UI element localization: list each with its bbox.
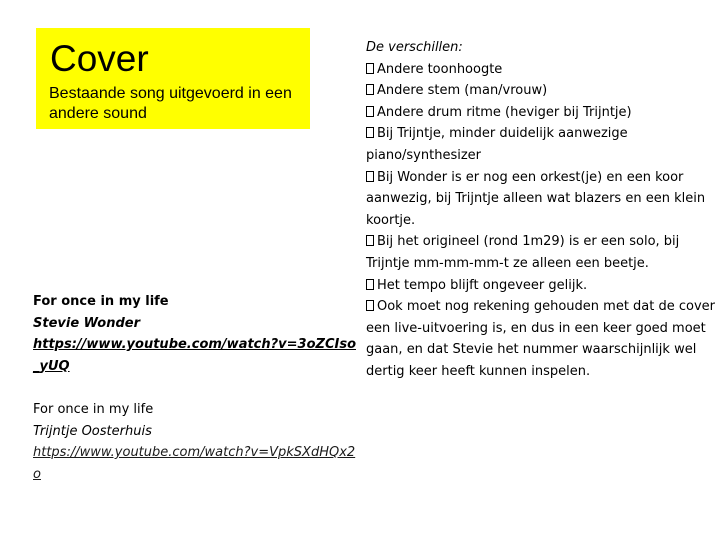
difference-text: Andere drum ritme (heviger bij Trijntje) — [377, 104, 632, 120]
missing-glyph-box-icon — [366, 106, 374, 117]
differences-items — [366, 59, 716, 383]
youtube-link[interactable]: https://www.youtube.com/watch?v=VpkSXdHQx2o — [33, 445, 356, 482]
missing-glyph-box-icon — [366, 127, 374, 138]
differences-heading: De verschillen: — [366, 40, 463, 55]
song-title: For once in my life — [33, 402, 154, 417]
difference-item — [366, 102, 716, 124]
difference-item — [366, 275, 716, 297]
song-entry-trijntje-oosterhuis — [33, 399, 363, 485]
difference-item — [366, 59, 716, 81]
cover-subtitle: Bestaande song uitgevoerd in een andere sound — [49, 85, 292, 122]
cover-box — [36, 28, 310, 129]
difference-item — [366, 80, 716, 102]
difference-item — [366, 231, 716, 274]
missing-glyph-box-icon — [366, 171, 374, 182]
difference-text: Bij het origineel (rond 1m29) is er een solo, bij Trijntje mm-mm-mm-t ze alleen een beetje. — [366, 234, 680, 271]
cover-title: Cover — [50, 38, 149, 79]
difference-text: Andere toonhoogte — [377, 61, 503, 77]
missing-glyph-box-icon — [366, 63, 374, 74]
song-artist: Stevie Wonder — [33, 315, 141, 331]
missing-glyph-box-icon — [366, 235, 374, 246]
difference-text: Bij Wonder is er nog een orkest(je) en een koor aanwezig, bij Trijntje alleen wat blazers en een klein koortje. — [366, 169, 706, 228]
difference-item — [366, 296, 716, 382]
difference-item — [366, 167, 716, 232]
song-title: For once in my life — [33, 294, 169, 309]
difference-item — [366, 123, 716, 166]
difference-text: Bij Trijntje, minder duidelijk aanwezige piano/synthesizer — [366, 126, 628, 163]
missing-glyph-box-icon — [366, 279, 374, 290]
difference-text: Andere stem (man/vrouw) — [377, 83, 548, 99]
missing-glyph-box-icon — [366, 300, 374, 311]
difference-text: Het tempo blijft ongeveer gelijk. — [377, 277, 588, 293]
missing-glyph-box-icon — [366, 84, 374, 95]
song-entry-stevie-wonder — [33, 291, 363, 377]
differences-list — [366, 37, 716, 383]
difference-text: Ook moet nog rekening gehouden met dat de cover een live-uitvoering is, en dus in een keer goed moet gaan, en dat Stevie het nummer waarschijnlijk wel dertig keer heeft kunnen inspelen. — [366, 299, 716, 379]
song-artist: Trijntje Oosterhuis — [33, 423, 152, 439]
youtube-link[interactable]: https://www.youtube.com/watch?v=3oZCIso_yUQ — [33, 337, 356, 374]
